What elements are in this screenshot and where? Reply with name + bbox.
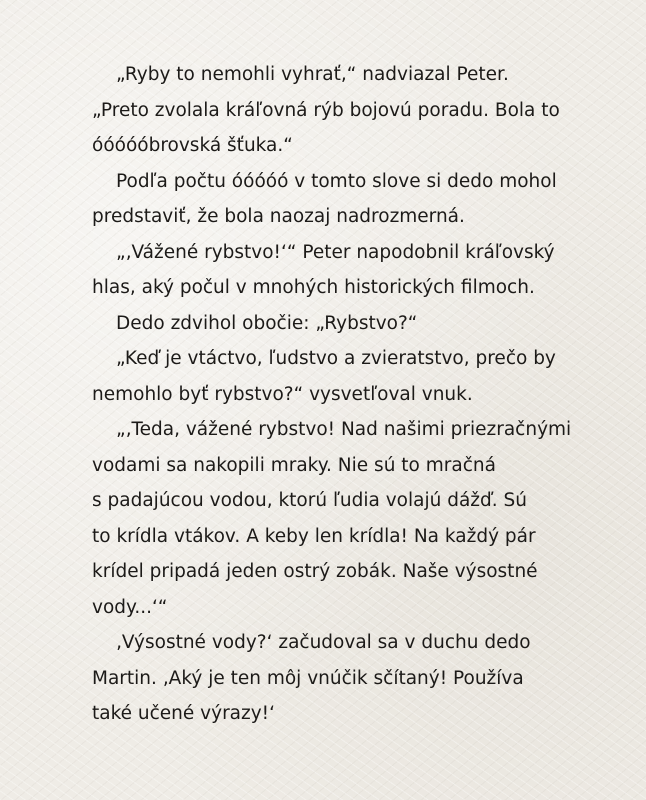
text-line: predstaviť, že bola naozaj nadrozmerná.	[92, 206, 465, 227]
text-line: s padajúcou vodou, ktorú ľudia volajú dážď. Sú	[92, 490, 527, 511]
text-line: také učené výrazy!‘	[92, 703, 275, 724]
text-line: vodami sa nakopili mraky. Nie sú to mračná	[92, 454, 496, 476]
text-line: „Ryby to nemohli vyhrať,“ nadviazal Peter.	[116, 64, 509, 85]
text-line: Martin. ‚Aký je ten môj vnúčik sčítaný! Používa	[92, 667, 524, 689]
text-line: „Preto zvolala kráľovná rýb bojovú poradu. Bola to	[92, 99, 560, 121]
text-line: „‚Vážené rybstvo!‘“ Peter napodobnil kráľovský	[116, 241, 555, 263]
text-line: nemohlo byť rybstvo?“ vysvetľoval vnuk.	[92, 383, 473, 405]
text-line: vody...‘“	[92, 596, 168, 618]
text-line: Dedo zdvihol obočie: „Rybstvo?“	[116, 312, 418, 334]
text-line: Podľa počtu óóóóó v tomto slove si dedo mohol	[116, 170, 557, 192]
text-line: hlas, aký počul v mnohých historických filmoch.	[92, 277, 535, 298]
text-line: „‚Teda, vážené rybstvo! Nad našimi priezračnými	[116, 419, 572, 440]
story-text	[92, 57, 632, 732]
text-line: „Keď je vtáctvo, ľudstvo a zvieratstvo, prečo by	[116, 348, 556, 369]
text-line: ‚Výsostné vody?‘ začudoval sa v duchu dedo	[116, 632, 531, 653]
text-line: to krídla vtákov. A keby len krídla! Na každý pár	[92, 525, 536, 547]
text-line: óóóóóbrovská šťuka.“	[92, 135, 293, 156]
text-line: krídel pripadá jeden ostrý zobák. Naše výsostné	[92, 561, 538, 582]
